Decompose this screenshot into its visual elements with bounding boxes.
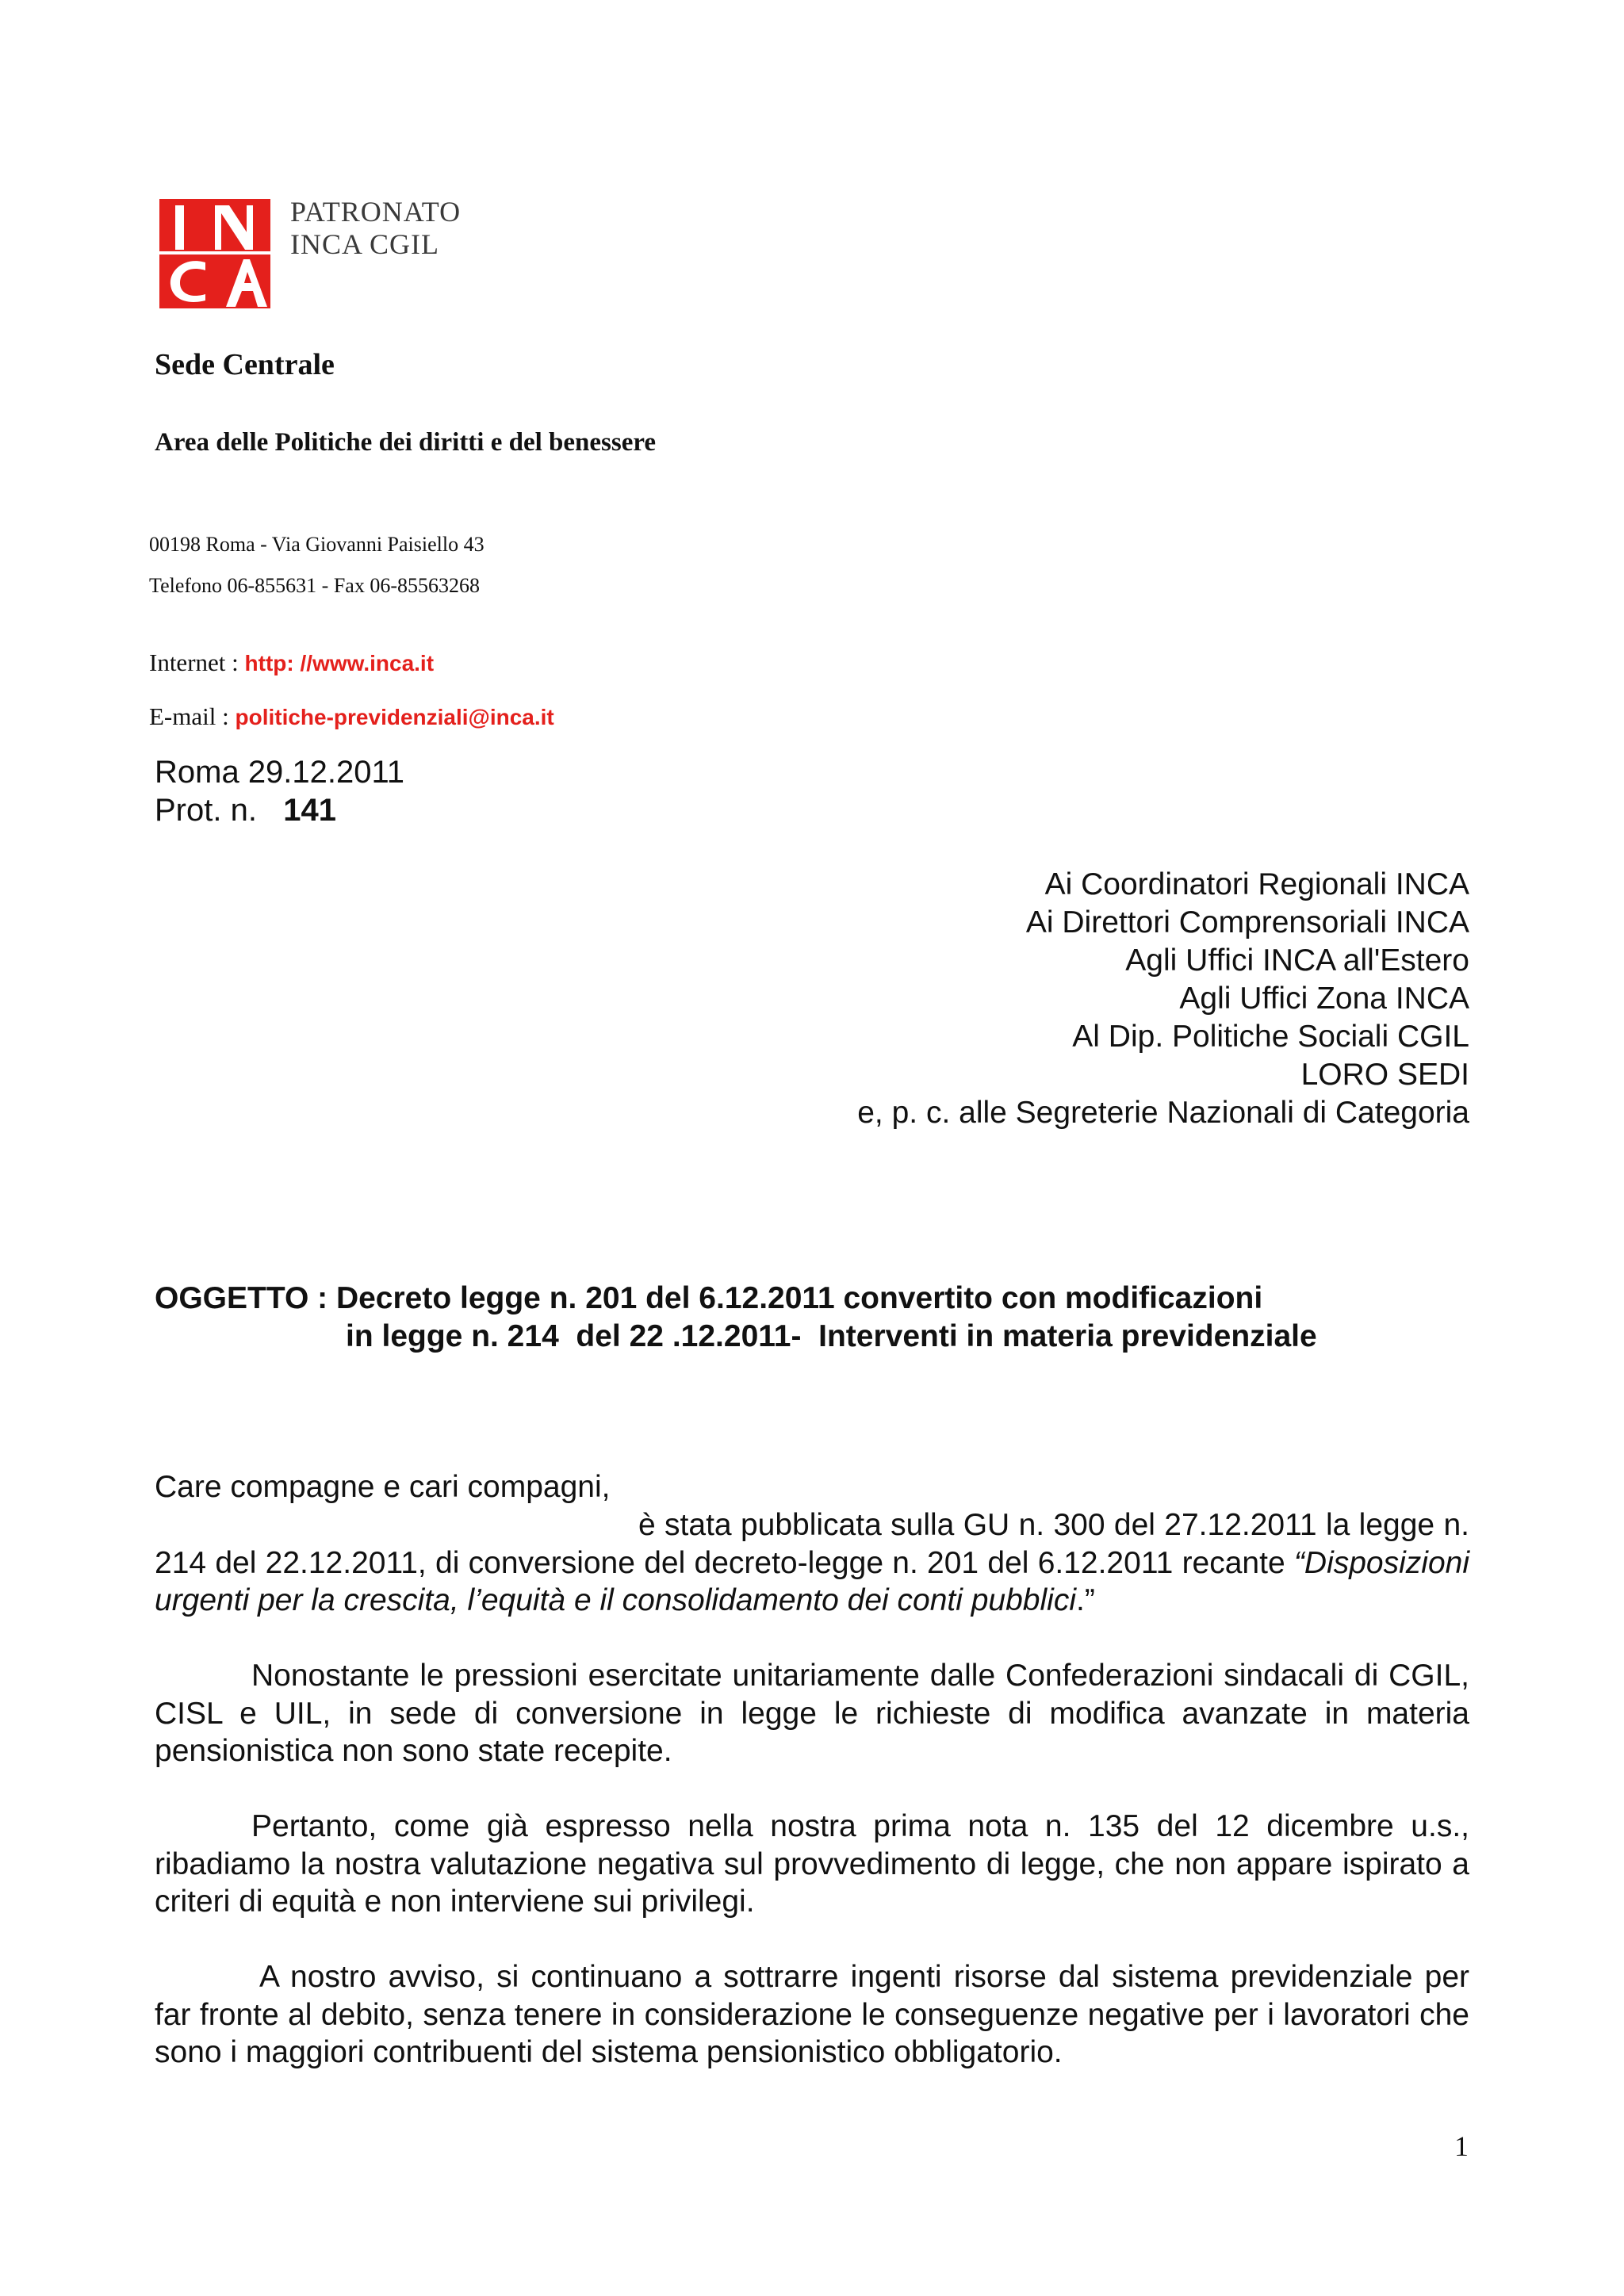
recipient-line: Ai Coordinatori Regionali INCA (1044, 867, 1469, 901)
page-number: 1 (1454, 2130, 1469, 2162)
paragraph-1 (155, 1506, 1469, 1620)
recipients-block (857, 866, 1469, 1132)
org-name-line2: INCA CGIL (290, 228, 439, 260)
paragraph-4 (155, 1958, 1469, 2072)
sede-heading: Sede Centrale (155, 348, 335, 381)
paragraph-4-text: A nostro avviso, si continuano a sottrarre ingenti risorse dal sistema previdenziale per far fronte al debito, senza tenere in considerazione le conseguenze negative per i lavoratori che sono i maggiori contribuenti del sistema pensionistico obbligatorio. (155, 1960, 1469, 2069)
address-line: 00198 Roma - Via Giovanni Paisiello 43 (149, 533, 485, 556)
protocol-number: 141 (283, 793, 337, 828)
org-name (290, 196, 461, 261)
paragraph-1-quote: “Disposizioni urgenti per la crescita, l’equità e il consolidamento dei conti pubblici (155, 1545, 1469, 1617)
website-link[interactable]: http: //www.inca.it (244, 651, 435, 675)
internet-line (149, 649, 434, 677)
subject-line-1: OGGETTO : Decreto legge n. 201 del 6.12.2011 convertito con modificazioni (155, 1281, 1263, 1315)
recipient-line: Agli Uffici Zona INCA (1179, 982, 1469, 1016)
paragraph-3-text: Pertanto, come già espresso nella nostra prima nota n. 135 del 12 dicembre u.s., ribadiamo la nostra valutazione negativa sul provvedimento di legge, che non appare ispirato a criteri di equità e non interviene sui privilegi. (155, 1809, 1469, 1919)
recipient-line: Agli Uffici INCA all'Estero (1125, 943, 1469, 978)
paragraph-1-text: è stata pubblicata sulla GU n. 300 del 27.12.2011 la legge n. 214 del 22.12.2011, di conversione del decreto-legge n. 201 del 6.12.2011 recante (155, 1508, 1469, 1580)
protocol-line (155, 791, 336, 829)
date-line: Roma 29.12.2011 (155, 755, 405, 790)
recipient-line: e, p. c. alle Segreterie Nazionali di Categoria (857, 1096, 1469, 1130)
paragraph-1-end: .” (1075, 1583, 1095, 1617)
salutation: Care compagne e cari compagni, (155, 1470, 611, 1504)
paragraph-3 (155, 1808, 1469, 1921)
paragraph-2-text: Nonostante le pressioni esercitate unitariamente dalle Confederazioni sindacali di CGIL, CISL e UIL, in sede di conversione in legge le richieste di modifica avanzate in materia pensionistica non sono state recepite. (155, 1659, 1469, 1768)
phone-line: Telefono 06-855631 - Fax 06-85563268 (149, 574, 481, 597)
recipient-line: Al Dip. Politiche Sociali CGIL (1072, 1020, 1469, 1054)
recipient-line: Ai Direttori Comprensoriali INCA (1025, 905, 1469, 939)
inca-logo (159, 199, 270, 308)
protocol-label: Prot. n. (155, 793, 284, 828)
paragraph-2 (155, 1657, 1469, 1770)
subject-line-2: in legge n. 214 del 22 .12.2011- Interventi in materia previdenziale (346, 1319, 1317, 1353)
org-name-line1: PATRONATO (290, 196, 462, 228)
internet-label: Internet : (149, 649, 245, 676)
area-heading: Area delle Politiche dei diritti e del benessere (155, 428, 657, 457)
email-label: E-mail : (149, 702, 236, 730)
recipient-line: LORO SEDI (1300, 1058, 1469, 1092)
email-line (149, 702, 554, 731)
email-link[interactable]: politiche-previdenziali@inca.it (235, 705, 554, 729)
